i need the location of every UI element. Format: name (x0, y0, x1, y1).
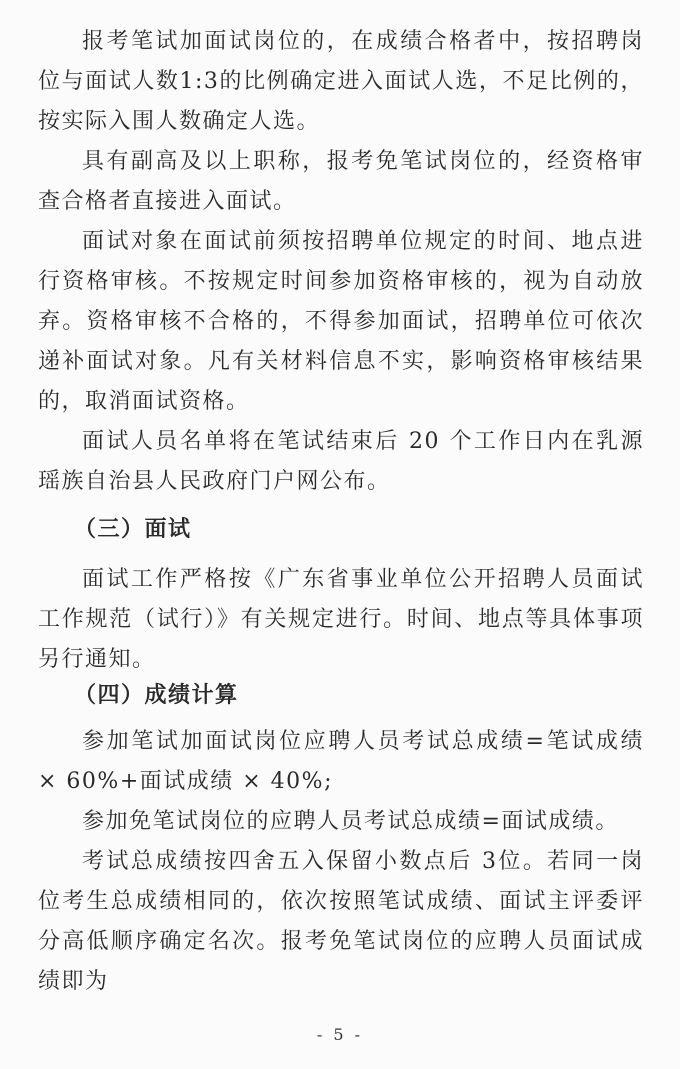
paragraph-interview-ratio: 报考笔试加面试岗位的，在成绩合格者中，按招聘岗位与面试人数1:3的比例确定进入面试人选，不足比例的，按实际入围人数确定人选。 (38, 29, 644, 134)
paragraph-interview-rules: 面试工作严格按《广东省事业单位公开招聘人员面试工作规范（试行）》有关规定进行。时间、地点等具体事项另行通知。 (38, 567, 644, 672)
paragraph-no-exam-positions: 具有副高及以上职称，报考免笔试岗位的，经资格审查合格者直接进入面试。 (38, 149, 644, 214)
paragraph-interview-list-publication: 面试人员名单将在笔试结束后 20 个工作日内在乳源瑶族自治县人民政府门户网公布。 (38, 429, 644, 494)
paragraph-score-formula-no-exam: 参加免笔试岗位的应聘人员考试总成绩=面试成绩。 (82, 809, 619, 834)
section-heading-score-calculation: （四）成绩计算 (74, 683, 239, 708)
paragraph-qualification-review: 面试对象在面试前须按招聘单位规定的时间、地点进行资格审核。不按规定时间参加资格审核的，视为自动放弃。资格审核不合格的，不得参加面试，招聘单位可依次递补面试对象。凡有关材料信息不实，影响资格审核结果的，取消面试资格。 (38, 229, 644, 414)
page-number: - 5 - (316, 1025, 364, 1044)
paragraph-score-rounding-ranking: 考试总成绩按四舍五入保留小数点后 3位。若同一岗位考生总成绩相同的，依次按照笔试成绩、面试主评委评分高低顺序确定名次。报考免笔试岗位的应聘人员面试成绩即为 (38, 849, 644, 994)
paragraph-score-formula-written: 参加笔试加面试岗位应聘人员考试总成绩=笔试成绩 × 60%+面试成绩 × 40%; (38, 729, 644, 794)
section-heading-interview: （三）面试 (74, 517, 192, 542)
